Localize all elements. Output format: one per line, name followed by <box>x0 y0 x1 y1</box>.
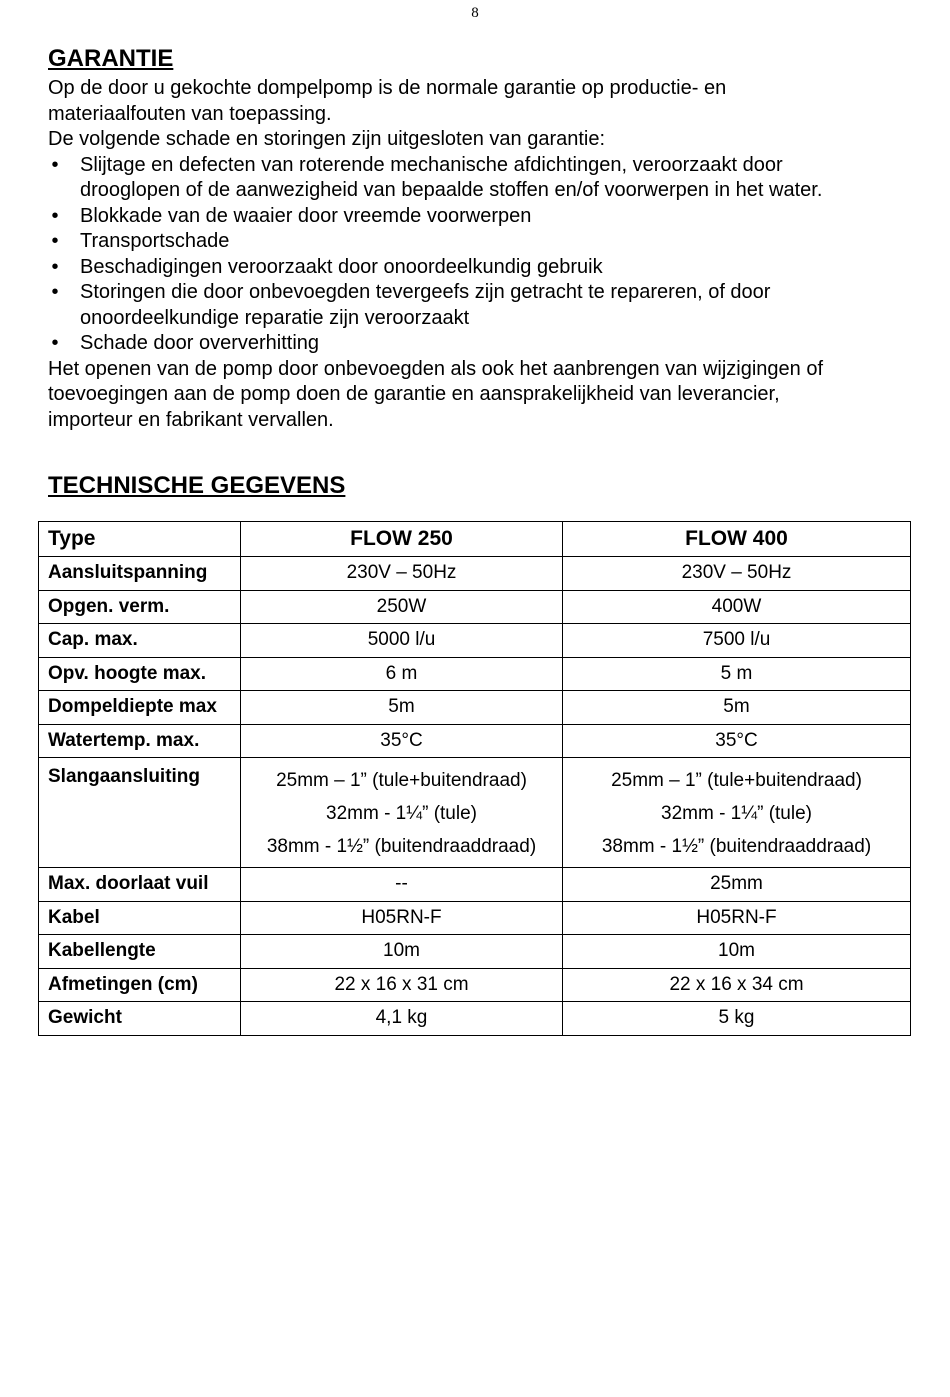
table-row <box>39 624 911 658</box>
cell-line: 38mm - 1½” (buitendraaddraad) <box>601 836 872 857</box>
bullet-icon: • <box>51 153 59 176</box>
table-row <box>39 590 911 624</box>
cell-flow-400: 400W <box>563 590 911 624</box>
cell-line: 38mm - 1½” (buitendraaddraad) <box>266 836 537 857</box>
row-label: Max. doorlaat vuil <box>39 868 241 902</box>
cell-flow-400: 35°C <box>563 724 911 758</box>
spec-table <box>38 521 911 1036</box>
row-label: Dompeldiepte max <box>39 691 241 725</box>
bullet-icon: • <box>51 281 59 303</box>
cell-line: 32mm - 1¼” (tule) <box>661 803 812 824</box>
table-row <box>39 691 911 725</box>
closing-line: importeur en fabrikant vervallen. <box>48 408 334 431</box>
cell-flow-400 <box>563 758 911 868</box>
document-body <box>48 42 908 503</box>
row-label: Opgen. verm. <box>39 590 241 624</box>
bullet-icon: • <box>51 255 59 278</box>
cell-flow-400: 5 kg <box>563 1002 911 1036</box>
cell-flow-250: 22 x 16 x 31 cm <box>241 968 563 1002</box>
list-item-text: Slijtage en defecten van roterende mechanische afdichtingen, veroorzaakt door <box>80 153 783 176</box>
table-row <box>39 1002 911 1036</box>
header-flow-400: FLOW 400 <box>563 522 911 557</box>
table-row <box>39 868 911 902</box>
list-item <box>48 280 908 331</box>
tech-heading: TECHNISCHE GEGEVENS <box>48 472 346 499</box>
garantie-heading: GARANTIE <box>48 45 174 72</box>
bullet-icon: • <box>51 332 59 354</box>
cell-line: 25mm – 1” (tule+buitendraad) <box>276 770 527 791</box>
list-item-text: drooglopen of de aanwezigheid van bepaalde stoffen en/of voorwerpen in het water. <box>80 179 823 201</box>
list-item <box>48 229 908 255</box>
list-item-text: Beschadigingen veroorzaakt door onoordeelkundig gebruik <box>80 255 603 278</box>
cell-flow-400: 230V – 50Hz <box>563 557 911 591</box>
list-item-text: Schade door oververhitting <box>80 332 320 354</box>
cell-flow-400: 5m <box>563 691 911 725</box>
cell-flow-250: 230V – 50Hz <box>241 557 563 591</box>
garantie-intro <box>48 76 908 153</box>
list-item <box>48 331 908 357</box>
table-row <box>39 758 911 868</box>
row-label: Kabel <box>39 901 241 935</box>
list-item <box>48 153 908 204</box>
cell-flow-250: -- <box>241 868 563 902</box>
table-header-row <box>39 522 911 557</box>
intro-line: Op de door u gekochte dompelpomp is de normale garantie op productie- en <box>48 77 727 99</box>
cell-flow-400: 25mm <box>563 868 911 902</box>
list-item <box>48 255 908 281</box>
bullet-icon: • <box>51 230 59 252</box>
intro-line: materiaalfouten van toepassing. <box>48 102 332 125</box>
row-label: Aansluitspanning <box>39 557 241 591</box>
table-row <box>39 968 911 1002</box>
table-row <box>39 935 911 969</box>
table-row <box>39 901 911 935</box>
list-item <box>48 204 908 230</box>
cell-flow-250: 250W <box>241 590 563 624</box>
cell-line: 25mm – 1” (tule+buitendraad) <box>611 770 862 791</box>
closing-line: toevoegingen aan de pomp doen de garantie en aansprakelijkheid van leverancier, <box>48 383 780 405</box>
cell-flow-250: 35°C <box>241 724 563 758</box>
intro-line: De volgende schade en storingen zijn uitgesloten van garantie: <box>48 128 606 150</box>
cell-flow-400: 22 x 16 x 34 cm <box>563 968 911 1002</box>
list-item-text: onoordeelkundige reparatie zijn veroorzaakt <box>80 306 470 329</box>
table-row <box>39 724 911 758</box>
cell-flow-250: 10m <box>241 935 563 969</box>
cell-flow-400: 7500 l/u <box>563 624 911 658</box>
row-label: Watertemp. max. <box>39 724 241 758</box>
table-row <box>39 557 911 591</box>
cell-flow-400: 5 m <box>563 657 911 691</box>
cell-flow-250: 6 m <box>241 657 563 691</box>
closing-line: Het openen van de pomp door onbevoegden als ook het aanbrengen van wijzigingen of <box>48 357 824 380</box>
cell-flow-400: H05RN-F <box>563 901 911 935</box>
row-label: Afmetingen (cm) <box>39 968 241 1002</box>
list-item-text: Blokkade van de waaier door vreemde voorwerpen <box>80 204 532 227</box>
cell-flow-250 <box>241 758 563 868</box>
row-label: Cap. max. <box>39 624 241 658</box>
row-label: Gewicht <box>39 1002 241 1036</box>
table-row <box>39 657 911 691</box>
cell-flow-400: 10m <box>563 935 911 969</box>
garantie-closing <box>48 357 908 434</box>
cell-flow-250: 5m <box>241 691 563 725</box>
bullet-icon: • <box>51 204 59 227</box>
page-number: 8 <box>471 5 479 21</box>
list-item-text: Transportschade <box>80 230 230 252</box>
header-type: Type <box>39 522 241 557</box>
header-flow-250: FLOW 250 <box>241 522 563 557</box>
row-label: Opv. hoogte max. <box>39 657 241 691</box>
list-item-text: Storingen die door onbevoegden tevergeefs zijn getracht te repareren, of door <box>80 281 771 303</box>
cell-flow-250: 4,1 kg <box>241 1002 563 1036</box>
exclusion-list <box>48 153 908 357</box>
row-label: Slangaansluiting <box>39 758 241 868</box>
cell-line: 32mm - 1¼” (tule) <box>326 803 477 824</box>
cell-flow-250: 5000 l/u <box>241 624 563 658</box>
row-label: Kabellengte <box>39 935 241 969</box>
cell-flow-250: H05RN-F <box>241 901 563 935</box>
